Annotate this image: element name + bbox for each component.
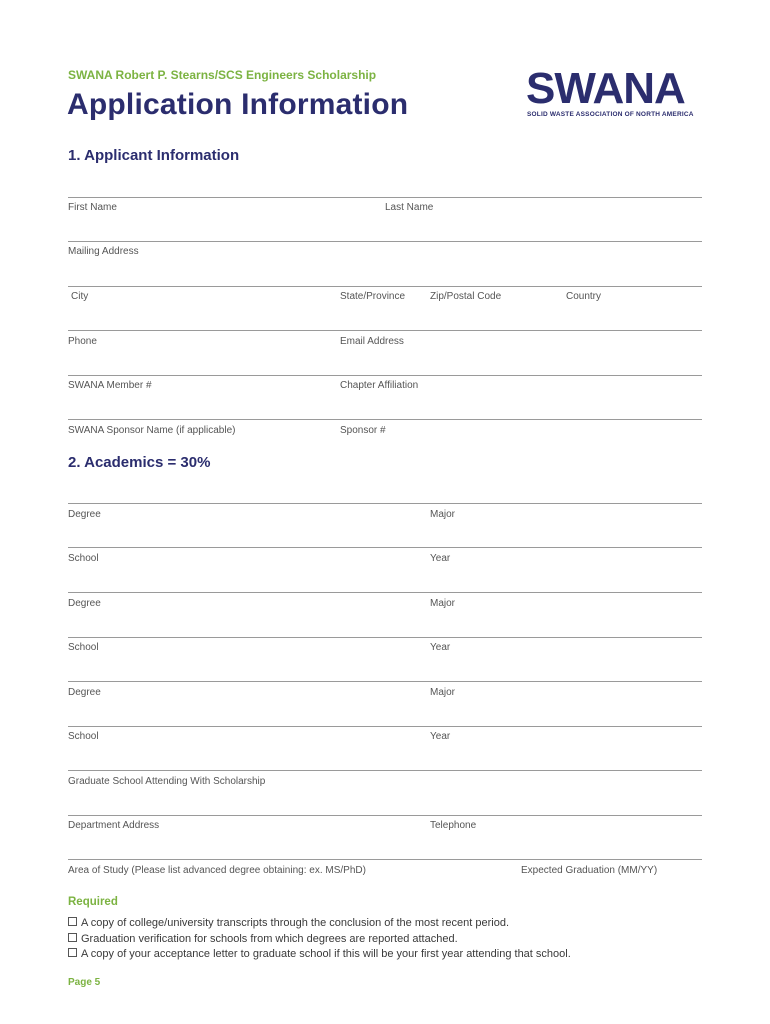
department-address-field[interactable]: Department Address — [68, 820, 160, 831]
divider — [68, 859, 702, 860]
telephone-field[interactable]: Telephone — [430, 820, 477, 831]
city-field[interactable]: City — [71, 291, 89, 302]
last-name-field[interactable]: Last Name — [385, 202, 434, 213]
page-number: Page 5 — [68, 977, 101, 988]
graduate-school-field[interactable]: Graduate School Attending With Scholarship — [68, 776, 266, 787]
degree-field[interactable]: Degree — [68, 598, 101, 609]
school-field[interactable]: School — [68, 642, 99, 653]
logo-wordmark: SWANA — [526, 64, 685, 113]
year-field[interactable]: Year — [430, 731, 451, 742]
zip-field[interactable]: Zip/Postal Code — [430, 291, 502, 302]
divider — [68, 681, 702, 682]
degree-field[interactable]: Degree — [68, 687, 101, 698]
swana-logo — [526, 64, 706, 121]
major-field[interactable]: Major — [430, 598, 456, 609]
year-field[interactable]: Year — [430, 642, 451, 653]
school-field[interactable]: School — [68, 553, 99, 564]
required-item — [68, 917, 509, 929]
section-applicant-title: 1. Applicant Information — [68, 147, 240, 164]
school-field[interactable]: School — [68, 731, 99, 742]
state-field[interactable]: State/Province — [340, 291, 406, 302]
major-field[interactable]: Major — [430, 509, 456, 520]
required-item-text: A copy of your acceptance letter to graduate school if this will be your first year attending that school. — [81, 948, 571, 960]
first-name-field[interactable]: First Name — [68, 202, 117, 213]
scholarship-kicker: SWANA Robert P. Stearns/SCS Engineers Scholarship — [68, 68, 377, 82]
checkbox-icon[interactable] — [68, 917, 77, 926]
required-item-text: Graduation verification for schools from which degrees are reported attached. — [81, 933, 458, 945]
degree-field[interactable]: Degree — [68, 509, 101, 520]
divider — [68, 503, 702, 504]
major-field[interactable]: Major — [430, 687, 456, 698]
divider — [68, 375, 702, 376]
checkbox-icon[interactable] — [68, 948, 77, 957]
divider — [68, 547, 702, 548]
area-of-study-field[interactable]: Area of Study (Please list advanced degree obtaining: ex. MS/PhD) — [68, 865, 366, 876]
logo-subtitle: SOLID WASTE ASSOCIATION OF NORTH AMERICA — [527, 111, 694, 118]
divider — [68, 241, 702, 242]
sponsor-name-field[interactable]: SWANA Sponsor Name (if applicable) — [68, 425, 236, 436]
sponsor-number-field[interactable]: Sponsor # — [340, 425, 386, 436]
section-academics-title: 2. Academics = 30% — [68, 454, 211, 471]
divider — [68, 637, 702, 638]
expected-graduation-field[interactable]: Expected Graduation (MM/YY) — [521, 865, 658, 876]
member-number-field[interactable]: SWANA Member # — [68, 380, 152, 391]
year-field[interactable]: Year — [430, 553, 451, 564]
page-title: Application Information — [67, 88, 409, 121]
required-heading: Required — [68, 896, 118, 908]
chapter-affiliation-field[interactable]: Chapter Affiliation — [340, 380, 419, 391]
divider — [68, 330, 702, 331]
required-item-text: A copy of college/university transcripts through the conclusion of the most recent period. — [81, 917, 510, 929]
divider — [68, 197, 702, 198]
divider — [68, 419, 702, 420]
email-field[interactable]: Email Address — [340, 336, 404, 347]
divider — [68, 726, 702, 727]
divider — [68, 286, 702, 287]
required-item — [68, 933, 458, 945]
divider — [68, 815, 702, 816]
country-field[interactable]: Country — [566, 291, 602, 302]
mailing-address-field[interactable]: Mailing Address — [68, 246, 139, 257]
divider — [68, 592, 702, 593]
phone-field[interactable]: Phone — [68, 336, 97, 347]
checkbox-icon[interactable] — [68, 933, 77, 942]
divider — [68, 770, 702, 771]
required-item — [68, 948, 571, 960]
